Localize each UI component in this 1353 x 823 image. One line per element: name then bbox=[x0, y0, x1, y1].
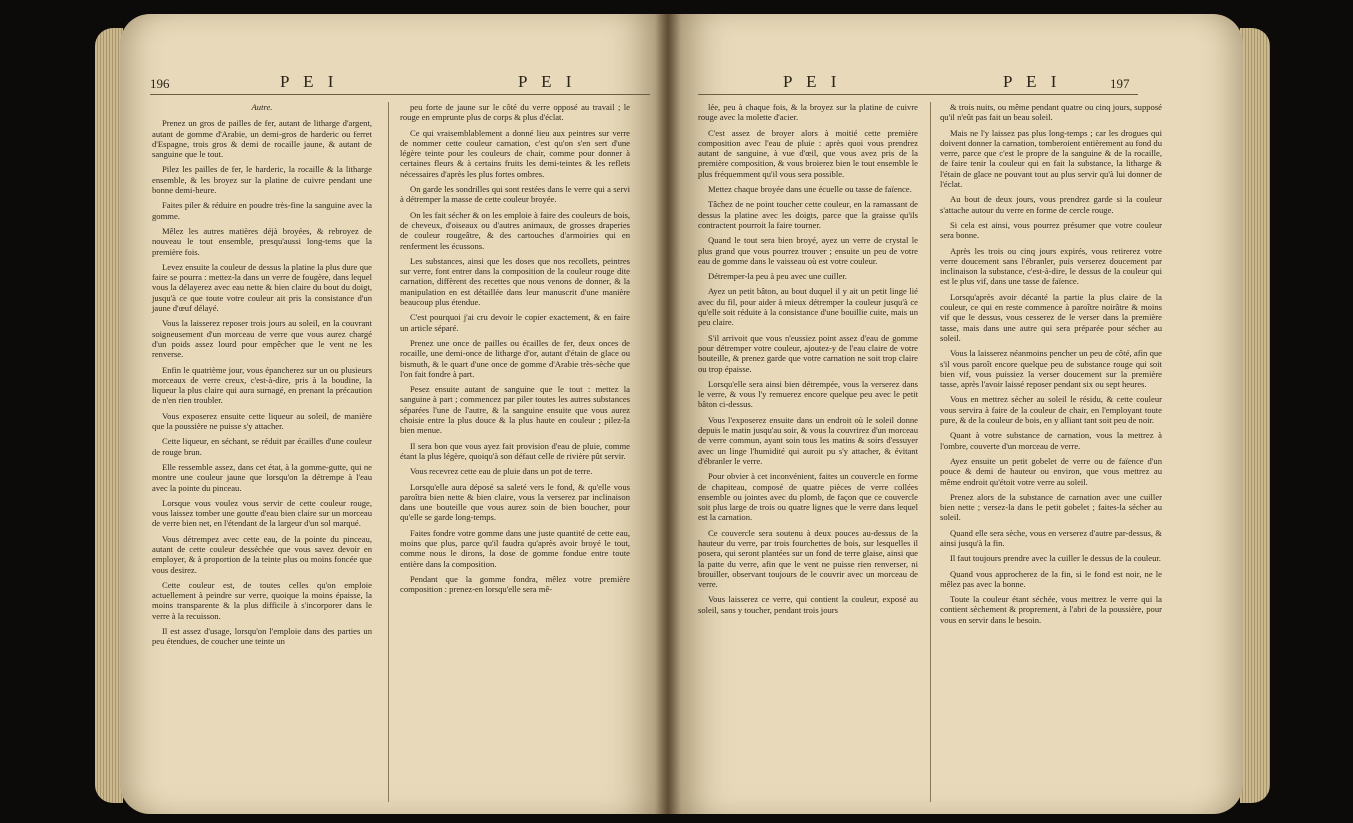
paragraph: Vous exposerez ensuite cette liqueur au soleil, de manière que la poussière ne puisse s'y attacher. bbox=[152, 410, 372, 432]
running-head: P E I bbox=[280, 72, 339, 91]
section-title: Autre. bbox=[251, 102, 273, 112]
paragraph: Il sera bon que vous ayez fait provision d'eau de pluie, comme étant la plus légère, quoiqu'à son défaut celle de rivière pût servir. bbox=[400, 440, 630, 461]
paragraph: lée, peu à chaque fois, & la broyez sur la platine de cuivre rouge avec la molette d'acier. bbox=[698, 102, 918, 123]
paragraph: Détremper-la peu à peu avec une cuiller. bbox=[708, 271, 847, 282]
paragraph: Quand elle sera sèche, vous en verserez d'autre par-dessus, & ainsi jusqu'à la fin. bbox=[940, 527, 1162, 548]
paragraph: Pilez les pailles de fer, le harderic, la rocaille & la litharge ensemble, & les broyez sur la platine de cuivre pendant une bonne demi-heure. bbox=[152, 164, 372, 196]
text-column bbox=[152, 102, 372, 652]
paragraph: Mettez chaque broyée dans une écuelle ou tasse de faïence. bbox=[708, 184, 912, 195]
paragraph: Vous l'exposerez ensuite dans un endroit où le soleil donne depuis le matin jusqu'au soir, & vous la couvrirez d'un morceau de verre commun, ayant soin tous les matins & soirs d'essuyer avec un linge l'humidité qui auroit pu s'y attacher, & évitant d'ébranler le verre. bbox=[698, 414, 918, 466]
paragraph: Vous la laisserez néanmoins pencher un peu de côté, afin que s'il vous paroît encore quelque peu de substance rouge qui soit bien vif, vous puissiez la verser doucement sur la première tasse, après l'avoir laissé reposer pendant six ou sept heures. bbox=[940, 348, 1162, 390]
running-head: P E I bbox=[783, 72, 842, 91]
book-gutter bbox=[655, 14, 681, 814]
paragraph: Tâchez de ne point toucher cette couleur, en la ramassant de dessus la platine avec les doigts, parce que la graisse qu'ils contractent pourroit la faire tourner. bbox=[698, 199, 918, 230]
paragraph: Ayez ensuite un petit gobelet de verre ou de faïence d'un pouce & demi de hauteur ou environ, que vous mettrez au même endroit qu'étoit votre verre au soleil. bbox=[940, 455, 1162, 487]
paragraph: S'il arrivoit que vous n'eussiez point assez d'eau de gomme pour détremper votre couleur, ajoutez-y de l'eau claire de votre bouteille, & prenez garde que votre carnation ne soit trop claire ou trop épaisse. bbox=[698, 332, 918, 374]
paragraph: Au bout de deux jours, vous prendrez garde si la couleur s'attache autour du verre en forme de cercle rouge. bbox=[940, 194, 1162, 215]
paragraph: Vous laisserez ce verre, qui contient la couleur, exposé au soleil, sans y toucher, pendant trois jours bbox=[698, 594, 918, 615]
page-edges-right bbox=[1240, 28, 1270, 803]
paragraph: Si cela est ainsi, vous pourrez présumer que votre couleur sera bonne. bbox=[940, 219, 1162, 241]
paragraph: Il est assez d'usage, lorsqu'on l'emploie dans des parties un peu étendues, de coucher une teinte un bbox=[152, 626, 372, 647]
paragraph: Ayez un petit bâton, au bout duquel il y ait un petit linge lié avec du fil, pour aider à mieux détremper la couleur jusqu'à ce qu'elle soit réduite à la consistance d'une bouillie cuite, mais un peu claire. bbox=[698, 286, 918, 328]
paragraph: Levez ensuite la couleur de dessus la platine la plus dure que faire se pourra : mettez-la dans un verre de fougère, dans lequel vous la délayerez avec eau nette & bien claire du bout du doigt, jusqu'à ce que toute votre couleur ait pris la consistance d'un jaune d'œuf délayé. bbox=[152, 261, 372, 314]
column-rule bbox=[388, 102, 389, 802]
paragraph: Toute la couleur étant séchée, vous mettrez le verre qui la contient sèchement & proprement, à l'abri de la poussière, pour vous en servir dans le besoin. bbox=[940, 594, 1162, 625]
paragraph: Lorsqu'après avoir décanté la partie la plus claire de la couleur, ce qui en reste commence à paroître noirâtre & moins vif que le dessus, vous cesserez de le verser dans la première tasse, mais dans une autre qui sera préparée pour sécher au soleil. bbox=[940, 291, 1162, 343]
paragraph: Prenez un gros de pailles de fer, autant de litharge d'argent, autant de gomme d'Arabie, un demi-gros de harderic ou ferret d'Espagne, trois gros & demi de rocaille jaune, & autant de sanguine que le tout. bbox=[152, 118, 372, 160]
paragraph: Enfin le quatrième jour, vous épancherez sur un ou plusieurs morceaux de verre creux, c'est-à-dire, pris à la boudine, la liqueur la plus claire qui aura surnagé, en prenant la précaution de n'en rien troubler. bbox=[152, 364, 372, 406]
paragraph: & trois nuits, ou même pendant quatre ou cinq jours, supposé qu'il n'eût pas fait un beau soleil. bbox=[940, 102, 1162, 123]
paragraph: Vous en mettrez sécher au soleil le résidu, & cette couleur vous servira à faire de la couleur de chair, en l'employant toute pure, & de la couleur de bois, en y alliant tant soit peu de noir. bbox=[940, 394, 1162, 426]
paragraph: Vous la laisserez reposer trois jours au soleil, en la couvrant soigneusement d'un morceau de verre que vous aurez chargé d'un poids assez lourd pour empêcher que le vent ne les renverse. bbox=[152, 318, 372, 360]
paragraph: On garde les sondrilles qui sont restées dans le verre qui a servi à détremper la masse de cette couleur broyée. bbox=[400, 184, 630, 205]
paragraph: C'est pourquoi j'ai cru devoir le copier exactement, & en faire un article séparé. bbox=[400, 312, 630, 333]
running-head: P E I bbox=[518, 72, 577, 91]
right-page bbox=[668, 14, 1243, 814]
page-number: 197 bbox=[1110, 76, 1130, 91]
paragraph: Faites piler & réduire en poudre très-fine la sanguine avec la gomme. bbox=[152, 200, 372, 221]
paragraph: Pendant que la gomme fondra, mêlez votre première composition : prenez-en lorsqu'elle sera mê- bbox=[400, 573, 630, 595]
paragraph: On les fait sécher & on les emploie à faire des couleurs de bois, de cheveux, d'oiseaux ou d'autres animaux, de grosses draperies de couleur rougeâtre, & des cartouches d'armoiries qui en renferment les écussons. bbox=[400, 209, 630, 251]
left-page bbox=[120, 14, 668, 814]
paragraph: C'est assez de broyer alors à moitié cette première composition avec l'eau de pluie : après quoi vous prendrez autant de sanguine, à vue d'œil, que vous avez pris de la première composition, & vous broierez bien le tout ensemble le plus fréquemment qu'il vous sera possible. bbox=[698, 127, 918, 179]
header-rule bbox=[698, 94, 1138, 95]
running-head: P E I bbox=[1003, 72, 1062, 91]
paragraph: Ce couvercle sera soutenu à deux pouces au-dessus de la hauteur du verre, par trois fourchettes de bois, sur lesquelles il posera, qui seront plantées sur un fond de terre glaise, ainsi que la patte du verre, afin que le vent ne puisse rien renverser, ni brouiller, observant toujours de le couvrir avec un morceau de verre. bbox=[698, 527, 918, 590]
paragraph: Quand le tout sera bien broyé, ayez un verre de crystal le plus grand que vous pourrez trouver ; ensuite un peu de votre eau de gomme dans le vaisseau où est votre couleur. bbox=[698, 235, 918, 266]
page-number: 196 bbox=[150, 76, 170, 91]
text-column bbox=[698, 102, 918, 620]
paragraph: Après les trois ou cinq jours expirés, vous retirerez votre verre doucement sans l'ébranler, puis verserez doucement par inclinaison la substance, c'est-à-dire, le dessus de la couleur qui est le plus vif, dans une tasse de faïence. bbox=[940, 245, 1162, 287]
paragraph: peu forte de jaune sur le côté du verre opposé au travail ; le rouge en emprunte plus de corps & plus d'éclat. bbox=[400, 102, 630, 123]
paragraph: Prenez une once de pailles ou écailles de fer, deux onces de rocaille, une demi-once de litharge d'or, autant d'étain de glace ou bismuth, & le quart d'une once de gomme d'Arabie très-sèche que l'on fait fondre à part. bbox=[400, 337, 630, 379]
paragraph: Mais ne l'y laissez pas plus long-temps ; car les drogues qui doivent donner la carnation, tomberoient entièrement au fond du verre, parce que c'est le propre de la sanguine & de la rocaille, de faire tenir la couleur qui en fait la substance, la litharge & l'étain de glace ne pouvant tout au plus servir qu'à lui donner de l'éclat. bbox=[940, 127, 1162, 190]
paragraph: Elle ressemble assez, dans cet état, à la gomme-gutte, qui ne montre une couleur jaune que lorsqu'on la détrempe à l'eau avec la pointe du pinceau. bbox=[152, 461, 372, 493]
text-column bbox=[400, 102, 630, 599]
paragraph: Faites fondre votre gomme dans une juste quantité de cette eau, moins que plus, parce qu'il faudra qu'après avoir broyé le tout, comme nous le dirons, la dose de gomme fondue entre toute entière dans la composition. bbox=[400, 527, 630, 569]
paragraph: Lorsque vous voulez vous servir de cette couleur rouge, vous laissez tomber une goutte d'eau bien claire sur un morceau de verre bien net, en l'étendant de la largeur d'un sol marqué. bbox=[152, 497, 372, 529]
paragraph: Prenez alors de la substance de carnation avec une cuiller bien nette ; versez-la dans le petit gobelet ; faites-la sécher au soleil. bbox=[940, 491, 1162, 523]
paragraph: Pesez ensuite autant de sanguine que le tout : mettez la sanguine à part ; commencez par piler toutes les autres substances séparées l'une de l'autre, & la sanguine ensuite que vous aurez choisie entre la plus douce & la plus haute en couleur ; pilez-la bien menue. bbox=[400, 384, 630, 436]
column-rule bbox=[930, 102, 931, 802]
paragraph: Ce qui vraisemblablement a donné lieu aux peintres sur verre de nommer cette couleur carnation, c'est qu'on s'en sert d'une légère teinte pour les couleurs de chair, comme pour donner à certaines fleurs & à certains fruits les demi-teintes & les reflets nécessaires d'après les plus fortes ombres. bbox=[400, 127, 630, 179]
paragraph: Quant à votre substance de carnation, vous la mettrez à l'ombre, couverte d'un morceau de verre. bbox=[940, 430, 1162, 451]
paragraph: Quand vous approcherez de la fin, si le fond est noir, ne le mêlez pas avec la bonne. bbox=[940, 568, 1162, 589]
page-edges-left bbox=[95, 28, 123, 803]
header-rule bbox=[150, 94, 650, 95]
paragraph: Les substances, ainsi que les doses que nos recollets, peintres sur verre, font entrer dans la composition de la couleur rouge dite carnation, diffèrent des recettes que nous venons de donner, & la manipulation en est détaillée dans leur manuscrit d'une manière beaucoup plus étendue. bbox=[400, 255, 630, 308]
paragraph: Vous recevrez cette eau de pluie dans un pot de terre. bbox=[410, 466, 593, 477]
paragraph: Pour obvier à cet inconvénient, faites un couvercle en forme de chapiteau, composé de quatre pièces de verre collées ensemble ou jointes avec du plomb, de façon que ce couvercle soit plus large de trois ou quatre lignes que le verre dans lequel est la carnation. bbox=[698, 471, 918, 523]
paragraph: Il faut toujours prendre avec la cuiller le dessus de la couleur. bbox=[950, 553, 1161, 564]
text-column bbox=[940, 102, 1162, 630]
paragraph: Cette liqueur, en séchant, se réduit par écailles d'une couleur de rouge brun. bbox=[152, 436, 372, 457]
paragraph: Mêlez les autres matières déjà broyées, & rebroyez de nouveau le tout ensemble, presqu'aussi long-tems que la première fois. bbox=[152, 225, 372, 257]
paragraph: Lorsqu'elle aura déposé sa saleté vers le fond, & qu'elle vous paroîtra bien nette & bien claire, vous la verserez par inclinaison dans une bouteille que vous aurez soin de bien boucher, pour qu'elle se garde long-temps. bbox=[400, 481, 630, 523]
paragraph: Cette couleur est, de toutes celles qu'on emploie actuellement à peindre sur verre, quoique la moins épaisse, la moins transparente & la plus difficile à s'incorporer dans le verre à la recuisson. bbox=[152, 579, 372, 621]
paragraph: Vous détrempez avec cette eau, de la pointe du pinceau, autant de cette couleur desséchée que vous savez devoir en employer, & à proportion de la teinte plus ou moins foncée que vous desirez. bbox=[152, 533, 372, 575]
paragraph: Lorsqu'elle sera ainsi bien détrempée, vous la verserez dans le verre, & vous l'y remuerez encore quelque peu avec le petit bâton ci-dessus. bbox=[698, 378, 918, 410]
